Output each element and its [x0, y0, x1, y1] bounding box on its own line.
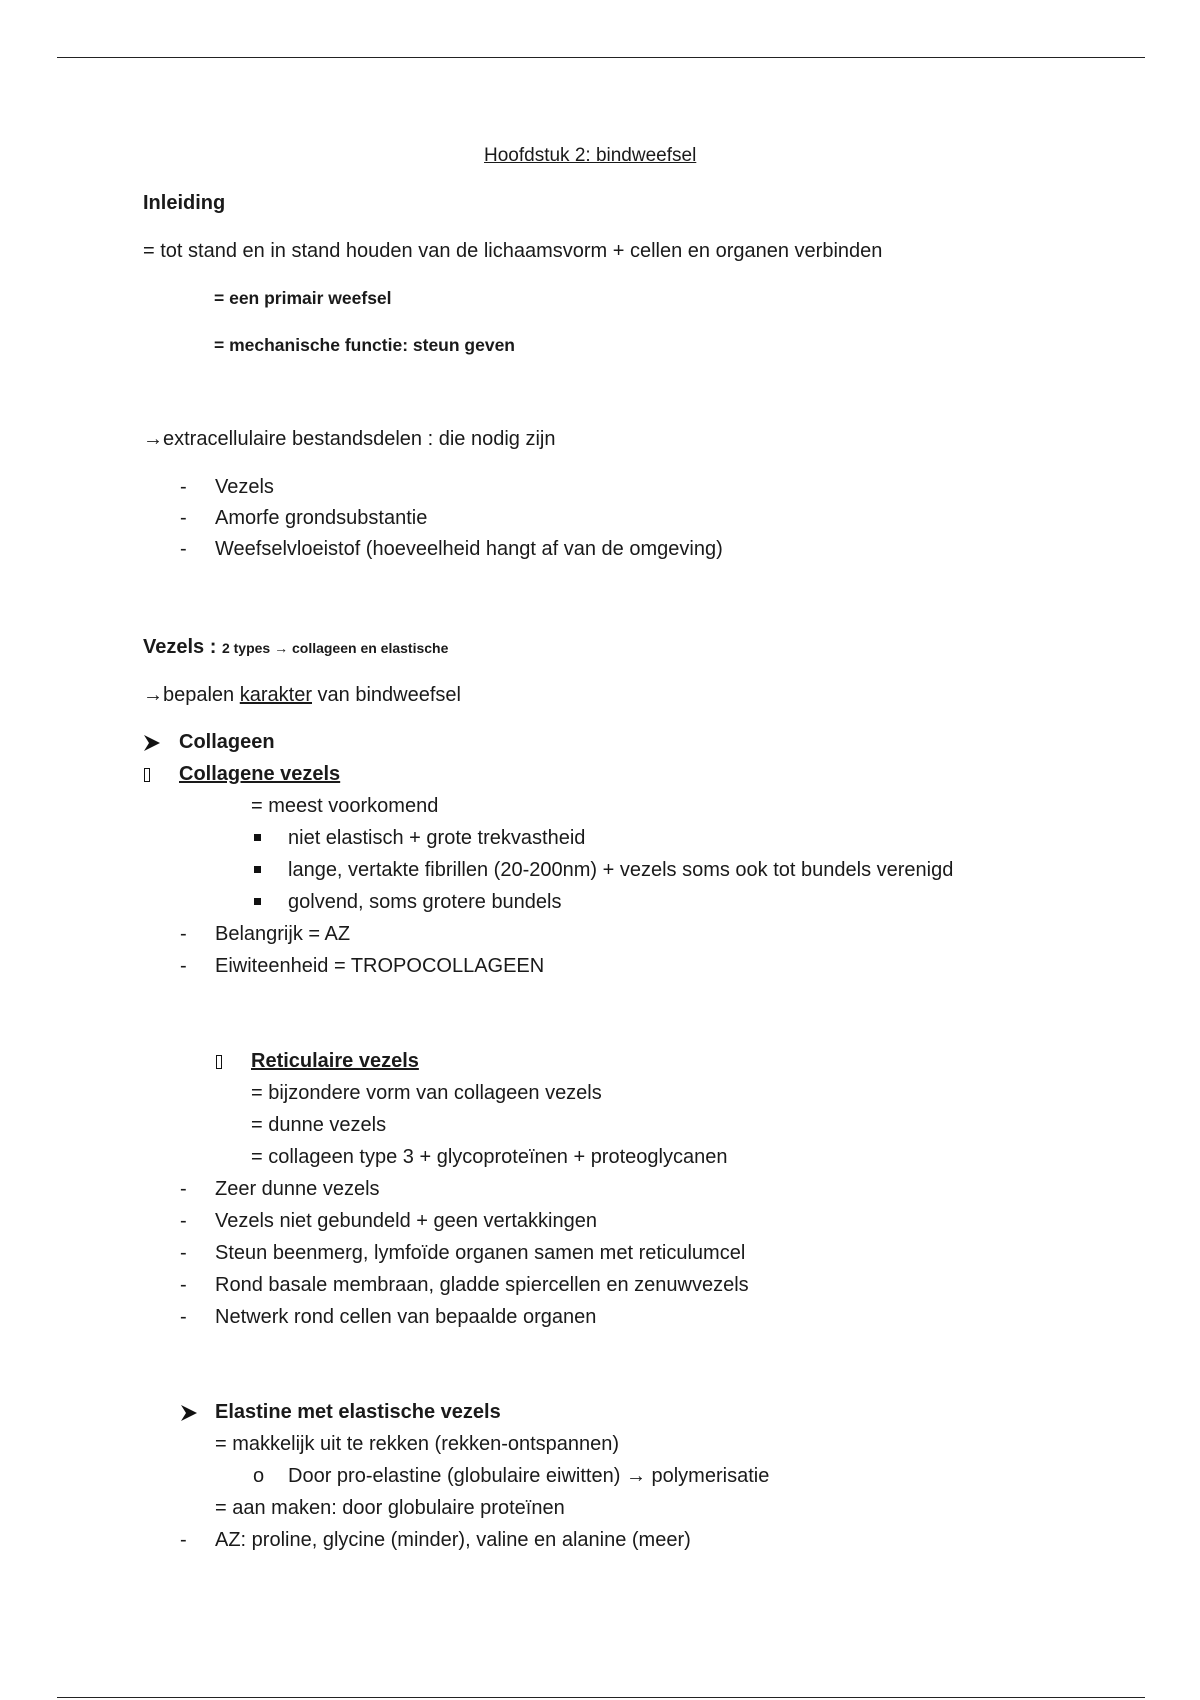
page-title: Hoofdstuk 2: bindweefsel: [484, 145, 697, 166]
square-bullet-icon: [254, 898, 261, 905]
elastin-sub-item: Door pro-elastine (globulaire eiwitten) → polymerisatie: [288, 1465, 770, 1487]
fibers-heading-line: [143, 634, 448, 661]
fibers-lead-pre: →bepalen: [143, 684, 240, 706]
intro-definition: = tot stand en in stand houden van de lichaamsvorm + cellen en organen verbinden: [143, 240, 883, 262]
fibers-heading: Vezels :: [143, 636, 217, 658]
box-bullet-icon: [216, 1055, 222, 1069]
list-dash: -: [180, 476, 187, 498]
reticular-heading: Reticulaire vezels: [251, 1050, 419, 1072]
intro-heading: Inleiding: [143, 192, 226, 214]
collagen-item: Belangrijk = AZ: [215, 923, 351, 945]
box-bullet-icon: [144, 768, 150, 782]
collagen-definition: = meest voorkomend: [251, 795, 439, 817]
fibers-lead-post: van bindweefsel: [312, 684, 461, 706]
collagen-sub-heading: Collagene vezels: [179, 763, 341, 785]
elastin-definition: = makkelijk uit te rekken (rekken-ontspannen): [215, 1433, 620, 1455]
fibers-note: 2 types → collageen en elastische: [221, 640, 449, 656]
reticular-item: Rond basale membraan, gladde spiercellen en zenuwvezels: [215, 1274, 749, 1296]
extracellular-item: Weefselvloeistof (hoeveelheid hangt af van de omgeving): [215, 538, 723, 560]
intro-point-primary: = een primair weefsel: [214, 288, 392, 308]
list-dash: -: [180, 1306, 187, 1328]
reticular-item: Vezels niet gebundeld + geen vertakkingen: [215, 1210, 597, 1232]
list-dash: -: [180, 507, 187, 529]
list-dash: -: [180, 1210, 187, 1232]
fibers-lead-underlined: karakter: [239, 684, 312, 706]
list-dash: -: [180, 538, 187, 560]
extracellular-item: Amorfe grondsubstantie: [215, 507, 428, 529]
square-bullet-icon: [254, 834, 261, 841]
list-dash: -: [180, 1529, 187, 1551]
collagen-bullet: golvend, soms grotere bundels: [288, 891, 562, 913]
list-dash: -: [180, 1178, 187, 1200]
extracellular-item: Vezels: [215, 476, 274, 498]
reticular-item: Zeer dunne vezels: [215, 1178, 380, 1200]
top-rule: [57, 57, 1145, 58]
square-bullet-icon: [254, 866, 261, 873]
arrowhead-bullet-icon: [180, 1404, 198, 1422]
reticular-item: Netwerk rond cellen van bepaalde organen: [215, 1306, 597, 1328]
extracellular-lead: →extracellulaire bestandsdelen : die nodig zijn: [143, 428, 556, 450]
collagen-bullet: lange, vertakte fibrillen (20-200nm) + vezels soms ook tot bundels verenigd: [288, 859, 954, 881]
bottom-rule: [57, 1697, 1145, 1698]
elastin-heading: Elastine met elastische vezels: [215, 1401, 501, 1423]
collagen-item: Eiwiteenheid = TROPOCOLLAGEEN: [215, 955, 545, 977]
collagen-bullet: niet elastisch + grote trekvastheid: [288, 827, 586, 849]
arrowhead-bullet-icon: [143, 734, 161, 752]
reticular-item: Steun beenmerg, lymfoïde organen samen met reticulumcel: [215, 1242, 746, 1264]
intro-point-mechanical: = mechanische functie: steun geven: [214, 335, 515, 355]
list-dash: -: [180, 1242, 187, 1264]
collagen-heading: Collageen: [179, 731, 275, 753]
elastin-item: AZ: proline, glycine (minder), valine en alanine (meer): [215, 1529, 691, 1551]
reticular-definition: = bijzondere vorm van collageen vezels: [251, 1082, 602, 1104]
fibers-lead: [143, 682, 461, 708]
circle-bullet-marker: o: [253, 1465, 265, 1487]
list-dash: -: [180, 923, 187, 945]
reticular-definition: = dunne vezels: [251, 1114, 387, 1136]
list-dash: -: [180, 955, 187, 977]
list-dash: -: [180, 1274, 187, 1296]
elastin-definition-2: = aan maken: door globulaire proteïnen: [215, 1497, 565, 1519]
reticular-definition: = collageen type 3 + glycoproteïnen + proteoglycanen: [251, 1146, 728, 1168]
